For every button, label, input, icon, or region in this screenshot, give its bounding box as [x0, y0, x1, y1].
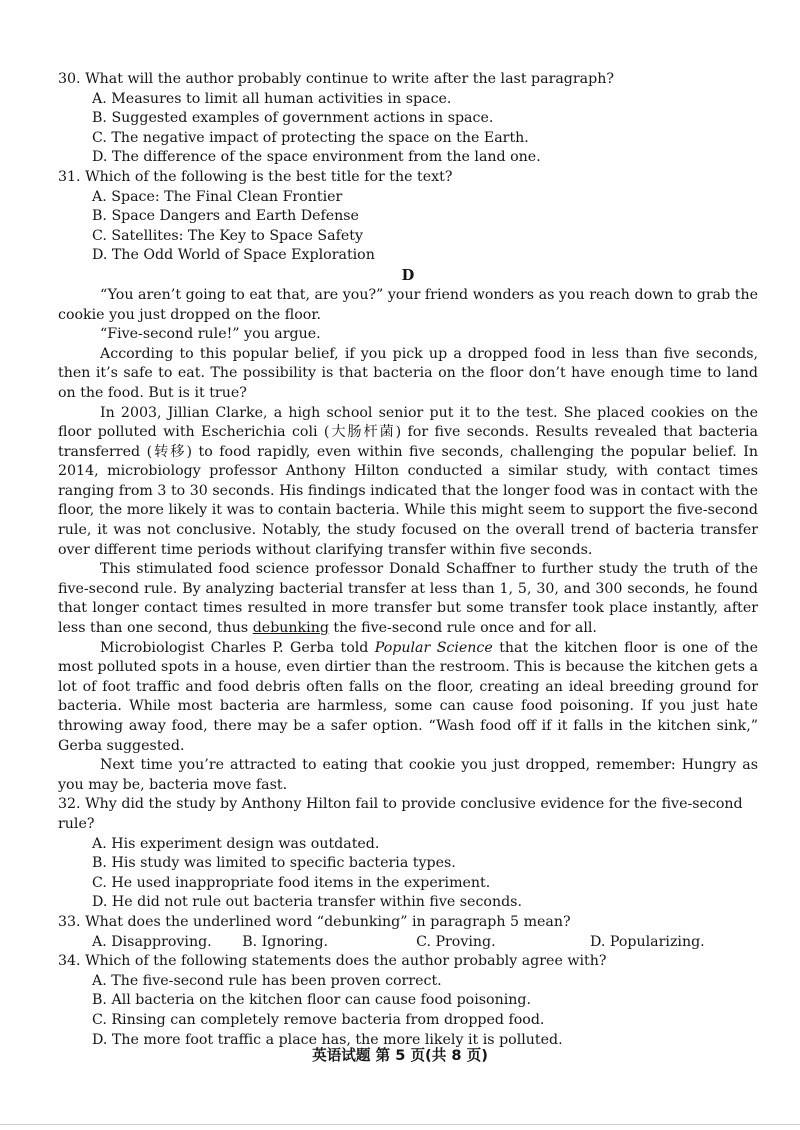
paragraph-5-text-start: This stimulated food science professor Donald Schaffner to further study the truth of the five-second rule. By analyzing bacterial transfer at less than 1, 5, 30, and 300 seconds, he found that longer contact times resulted in more transfer but some transfer took place instantly, after less than one second, thus — [58, 561, 758, 637]
question-32-option-a: A. His experiment design was outdated. — [92, 835, 380, 852]
paragraph-6-text-start: Microbiologist Charles P. Gerba told — [100, 639, 375, 656]
passage-paragraph-6 — [58, 639, 758, 757]
section-title: D — [401, 266, 415, 284]
question-31-stem: 31. Which of the following is the best title for the text? — [58, 168, 453, 185]
passage-paragraph-5 — [58, 560, 758, 638]
page-content — [58, 70, 758, 1050]
question-33-option-c: C. Proving. — [416, 933, 496, 950]
paragraph-5-text-end: the five-second rule once and for all. — [328, 620, 597, 637]
question-33-option-b: B. Ignoring. — [242, 933, 329, 950]
question-31-option-d: D. The Odd World of Space Exploration — [92, 247, 375, 264]
underlined-word: debunking — [252, 620, 329, 637]
question-34-stem: 34. Which of the following statements does the author probably agree with? — [58, 953, 607, 970]
scan-edge-divider — [0, 1124, 800, 1125]
passage-paragraph-2: “Five-second rule!” you argue. — [100, 326, 321, 343]
passage-paragraph-4: In 2003, Jillian Clarke, a high school senior put it to the test. She placed cookies on the floor polluted with Escherichia coli (大肠杆菌) for five seconds. Results revealed that bacteria transferred (转移) to food rapidly, even within five seconds, challenging the popular belief. In 2014, microbiology professor Anthony Hilton conducted a similar study, with contact times ranging from 3 to 30 seconds. His findings indicated that the longer food was in contact with the floor, the more likely it was to contain bacteria. While this might seem to support the five-second rule, it was not conclusive. Notably, the study focused on the overall trend of bacteria transfer over different time periods without clarifying transfer within five seconds. — [58, 404, 758, 558]
paragraph-6-text-end: that the kitchen floor is one of the most polluted spots in a house, even dirtier than the restroom. This is because the kitchen gets a lot of foot traffic and food debris often falls on the floor, creating an ideal breeding ground for bacteria. While most bacteria are harmless, some can cause food poisoning. If you just hate throwing away food, there may be a safer option. “Wash food off if it falls in the kitchen sink,” Gerba suggested. — [58, 639, 758, 754]
question-33-stem: 33. What does the underlined word “debunking” in paragraph 5 mean? — [58, 913, 571, 930]
question-34-option-a: A. The five-second rule has been proven correct. — [92, 972, 442, 989]
question-30-option-b: B. Suggested examples of government actions in space. — [92, 110, 494, 127]
question-32-option-d: D. He did not rule out bacteria transfer within five seconds. — [92, 894, 522, 911]
passage-paragraph-3: According to this popular belief, if you pick up a dropped food in less than five seconds, then it’s safe to eat. The possibility is that bacteria on the floor don’t have enough time to land on the food. But is it true? — [58, 345, 758, 401]
question-33-option-d: D. Popularizing. — [590, 933, 705, 950]
question-30-stem: 30. What will the author probably continue to write after the last paragraph? — [58, 71, 614, 87]
question-30-option-c: C. The negative impact of protecting the space on the Earth. — [92, 129, 529, 146]
question-34-option-b: B. All bacteria on the kitchen floor can cause food poisoning. — [92, 992, 531, 1009]
question-32-stem: 32. Why did the study by Anthony Hilton fail to provide conclusive evidence for the five-second rule? — [58, 796, 743, 832]
passage-paragraph-7: Next time you’re attracted to eating that cookie you just dropped, remember: Hungry as you may be, bacteria move fast. — [58, 757, 758, 793]
question-30-option-a: A. Measures to limit all human activities in space. — [92, 90, 452, 107]
page-footer: 英语试题 第 5 页(共 8 页) — [312, 1047, 488, 1064]
question-33-options — [58, 933, 758, 953]
passage-paragraph-1: “You aren’t going to eat that, are you?” your friend wonders as you reach down to grab the cookie you just dropped on the floor. — [58, 286, 758, 323]
question-30-option-d: D. The difference of the space environment from the land one. — [92, 149, 541, 166]
question-31-option-a: A. Space: The Final Clean Frontier — [92, 188, 343, 205]
question-34-option-d: D. The more foot traffic a place has, the more likely it is polluted. — [92, 1031, 563, 1048]
question-33-option-a: A. Disapproving. — [92, 933, 212, 950]
question-31-option-b: B. Space Dangers and Earth Defense — [92, 208, 359, 225]
question-31-option-c: C. Satellites: The Key to Space Safety — [92, 227, 363, 244]
question-32-option-b: B. His study was limited to specific bacteria types. — [92, 855, 456, 872]
question-34-option-c: C. Rinsing can completely remove bacteria from dropped food. — [92, 1011, 545, 1028]
magazine-title: Popular Science — [374, 639, 493, 656]
question-32-option-c: C. He used inappropriate food items in the experiment. — [92, 874, 491, 891]
